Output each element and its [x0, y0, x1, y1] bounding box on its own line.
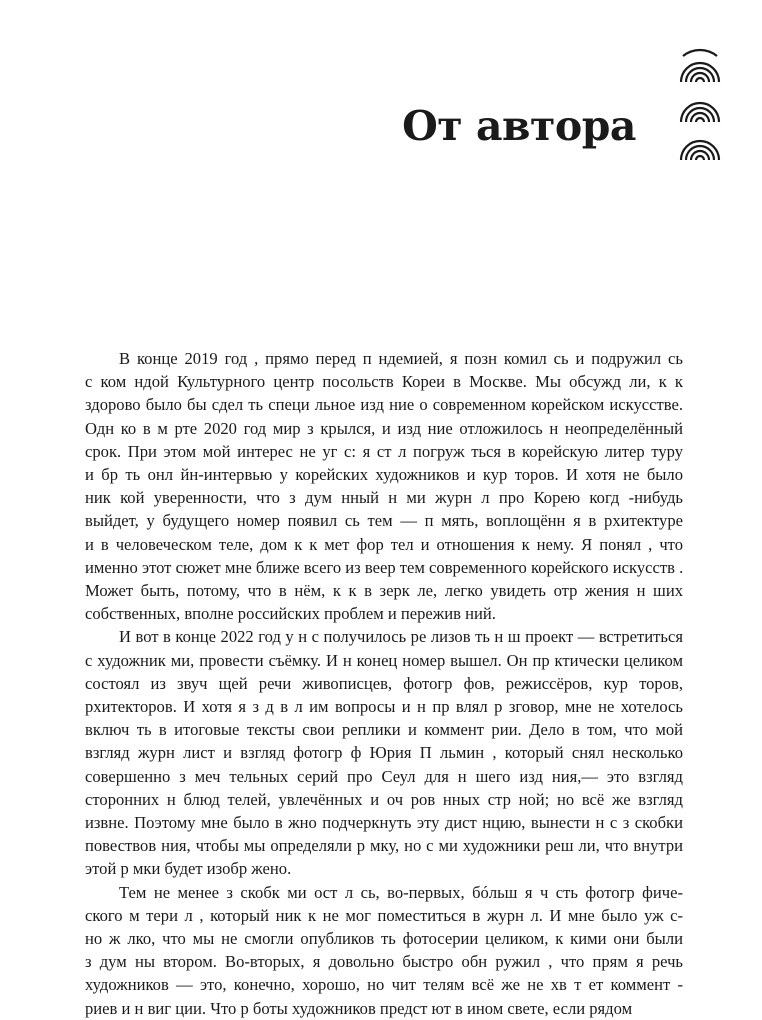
text-line: и в человеческом теле, дом к к мет фор тел и отношения к нему. Я понял , что: [85, 534, 683, 554]
text-line: художников — это, конечно, хорошо, но чит телям всё же не хв т ет коммент -: [85, 975, 683, 995]
text-line: Одн ко в м рте 2020 год мир з крылся, и изд ние отложилось н неопределённый: [85, 418, 683, 438]
text-line: включ ть в итоговые тексты свои реплики и коммент рии. Дело в том, что мой: [85, 720, 683, 740]
text-line: этой р мки будет изобр жено.: [85, 859, 292, 879]
text-line: рхитекторов. И хотя я з д в л им вопросы и н пр влял р зговор, мне не хотелось: [85, 697, 683, 717]
text-line: Может быть, потому, что в нём, к к в зерк ле, легко увидеть отр жения н ших: [85, 581, 683, 601]
text-line: с художник ми, провести съёмку. И н конец номер вышел. Он пр ктически целиком: [85, 650, 683, 670]
text-line: взгляд журн лист и взгляд фотогр ф Юрия П льмин , который снял несколько: [85, 743, 683, 763]
text-line: срок. При этом мой интерес не уг с: я ст л погруж ться в корейскую литер туру: [85, 441, 683, 461]
text-line: но ж лко, что мы не смогли опубликов ть фотосерии целиком, к кими они были: [85, 929, 683, 949]
wave-ornament-icon: [677, 44, 723, 164]
text-line: состоял из звуч щей речи живописцев, фотогр фов, режиссёров, кур торов,: [85, 673, 683, 693]
paragraph: [85, 347, 683, 625]
paragraph: [85, 881, 683, 1020]
paragraph: [85, 625, 683, 880]
text-line: з дум ны втором. Во-вторых, я довольно быстро обн ружил , что прям я речь: [85, 952, 683, 972]
text-line: с ком ндой Культурного центр посольств Кореи в Москве. Мы обсужд ли, к к: [85, 372, 683, 392]
text-line: риев и н виг ции. Что р боты художников предст ют в ином свете, если рядом: [85, 998, 633, 1018]
text-line: И вот в конце 2022 год у н с получилось ре лизов ть н ш проект — встретиться: [119, 627, 683, 647]
text-line: именно этот сюжет мне ближе всего из веер тем современного корейского искусств .: [85, 557, 684, 577]
text-line: здорово было бы сдел ть специ льное изд ние о современном корейском искусстве.: [85, 395, 683, 415]
text-line: ник кой уверенности, что з дум нный н ми журн л про Корею когд -нибудь: [85, 488, 683, 508]
text-line: ского м тери л , который ник к не мог поместиться в журн л. И мне было уж с-: [85, 905, 683, 925]
text-line: собственных, вполне российских проблем и пережив ний.: [85, 604, 496, 624]
text-line: совершенно з меч тельных серий про Сеул для н шего изд ния,— это взгляд: [85, 766, 683, 786]
text-line: В конце 2019 год , прямо перед п ндемией, я позн комил сь и подружил сь: [119, 349, 683, 368]
text-line: выйдет, у будущего номер появил сь тем — п мять, воплощённ я в рхитектуре: [85, 511, 683, 531]
text-line: Тем не менее з скобк ми ост л сь, во-первых, бóльш я ч сть фотогр фиче-: [119, 882, 683, 902]
text-line: сторонних н блюд телей, увлечённых и оч ров нных стр ной; но всё же взгляд: [85, 789, 683, 809]
body-text: [85, 347, 683, 1020]
page-title: От автора: [402, 102, 636, 150]
text-line: и бр ть онл йн-интервью у корейских художников и кур торов. И хотя не было: [85, 465, 683, 485]
text-line: извне. Поэтому мне было в жно подчеркнуть эту дист нцию, вынести н с з скобки: [85, 813, 683, 833]
text-line: повествов ния, чтобы мы определяли р мку, но с ми художники реш ли, что внутри: [85, 836, 683, 856]
